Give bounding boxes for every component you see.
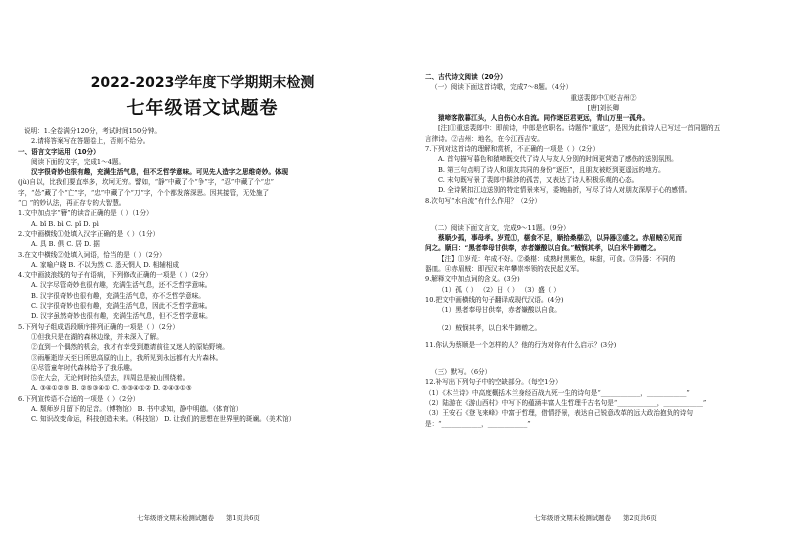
text-line: 一、语言文字运用（10分）: [18, 147, 100, 156]
text-line: A. 汉字尽管奇妙也很有趣，充满生活气息，还不乏哲学意味。: [31, 281, 212, 290]
text-line: A. 颓师岁月留下的足音。（博物馆） B. 书中求知，静中明德。（体育馆）: [31, 405, 243, 414]
text-line: ④尽管童年时代森林给予了我乐趣。: [31, 363, 137, 372]
text-line: 二、古代诗文阅读（20分）: [425, 73, 507, 81]
right-footer: [397, 513, 794, 522]
text-line: [425, 206, 782, 223]
text-line: ①但我只是在湖的森林边缘，并未深入了解。: [31, 332, 163, 341]
footer-name: 七年级语文期末检测试题卷: [137, 514, 214, 522]
text-line: 【注】①岁荒：年成不好。②桑椹：成熟时黑紫色，味甜，可食。③异器：不同的: [438, 254, 676, 263]
text-line: 器皿。④赤眉贼：即西汉末年攀崇率领的农民起义军。: [425, 265, 584, 274]
text-line: （3）王安石《登飞来峰》中富于哲理，借情抒景，表达自己锐意改革的远大政治抱负的诗句: [425, 409, 693, 418]
text-line: （1）孤（ ） （2）日（ ） （3）盛（ ）: [438, 285, 560, 294]
text-line: 重送裴郎中①贬吉州②: [570, 93, 637, 102]
text-line: “▢ ”的妙认法，再正存专的大智慧。: [18, 199, 126, 208]
text-line: A. ③④①②⑤ B. ②⑤③④① C. ⑤③④①② D. ②④③①⑤: [31, 384, 192, 393]
text-line: 汉字很奇妙也很有趣，充满生活气息，但不乏哲学意味。可见先人造字之思维奇妙。体现: [31, 168, 289, 177]
text-line: [425, 333, 782, 340]
exam-subtitle: 七年级语文试题卷: [126, 98, 279, 119]
text-line: 1.文中加点字“簪”的读音正确的是（ ）（1分）: [18, 209, 153, 218]
text-line: A. 家喻户晓 B. 不以为然 C. 悉天惘人 D. 相辅相成: [31, 260, 180, 269]
text-line: ②直到一个偶然的机会，我才有幸受到邀请前往又迷人的原始野境。: [31, 343, 229, 352]
text-line: （一）阅读下面这首诗歌，完成7～8题。（4分）: [431, 83, 573, 92]
text-line: 4.文中画波浪线的句子有语病，下列修改正确的一项是（ ）（2分）: [18, 271, 212, 280]
text-line: 猿啼客散暮江头，人自伤心水自流。同作逐臣君更远，青山万里一孤舟。: [438, 114, 649, 123]
text-line: （2）陆游在《游山西村》中写下的蕴涵丰富人生哲理千古名句是“____________，____________”: [425, 399, 707, 408]
text-line: D. 全诗紧扣江边送别的特定情景来写，委婉曲折，写尽了诗人对朋友深厚于心的感情。: [438, 186, 692, 195]
text-line: 字，“怂”藏了个“亡”字，“忠”中藏了个“刀”字，个个都发落深思。因其接管，无处施了: [18, 188, 270, 197]
exam-title: 2022-2023学年度下学期期末检测: [90, 75, 315, 91]
footer-name: 七年级语文期末检测试题卷: [534, 514, 611, 522]
text-line: （2）贼悯其孝，以白米牛蹄赠之。: [438, 323, 542, 332]
text-line: 10.把文中画横线的句子翻译成现代汉语。(4分): [425, 295, 564, 304]
text-line: 3.在文中横线②处填入词语，恰当的是（ ）（2分）: [18, 250, 166, 259]
text-line: 2.请将答案写在答题卷上，否则不给分。: [31, 137, 150, 146]
text-line: C. 知识改变命运，科技创造未来。（科技馆） D. 让我们的思想在世界里的斑斓。（美术馆）: [31, 415, 296, 424]
text-line: D. 汉字虽然奇妙也很有趣，充满生活气息，但不乏哲学意味。: [31, 312, 212, 321]
text-line: （1）黑者奉母甘供奉，赤者嫌酸以自食。: [438, 306, 561, 315]
text-line: 阅读下面的文字，完成1～4题。: [31, 157, 126, 166]
text-line: C. 汉字很奇妙也很有趣，充满生活气息，因此不乏哲学意味。: [31, 302, 212, 311]
text-line: 2.文中画横线①处填入汉字正确的是（ ）（1分）: [18, 229, 160, 238]
text-line: B. 汉字很奇妙也很有趣，充满生活气息，亦不乏哲学意味。: [31, 291, 205, 300]
text-line: 言律诗。②吉州：地名，在今江西吉安。: [425, 134, 544, 143]
text-line: 9.解释文中加点词的含义。(3分): [425, 275, 520, 284]
text-line: 12.补写出下列句子中的空缺部分。（每空1分）: [425, 378, 562, 387]
text-line: 7.下列对这首诗的理解和赏析，不正确的一项是（ ）（2分）: [425, 145, 600, 154]
text-line: ⑤在大会，无论何时抬头望去，四周总是被山围绕着。: [31, 374, 190, 383]
text-line: （1）《木兰诗》中高度概括木兰身经百战九死一生的诗句是“____________，____________”: [425, 388, 690, 397]
text-line: ③雨雁逝岸天至日所思高原的山上，我所见到永远都有大片森林。: [31, 353, 223, 362]
text-line: （二）阅读下面文言文，完成9～11题。（9分）: [431, 223, 570, 232]
right-text-column: [425, 72, 782, 429]
left-text-column: [18, 126, 387, 425]
text-line: [425, 316, 782, 323]
text-line: 11.你认为蔡顺是一个怎样的人？他的行为对你有什么启示？(3分): [425, 340, 617, 349]
left-footer: [0, 513, 397, 522]
text-line: C. 末句既写景了裴郎中跋涉的孤苦，又表达了诗人积极乐观的心态。: [438, 175, 639, 184]
text-line: 问之。顺曰：“黑者奉母甘供奉，赤者嫌酸以自食。”贼悯其孝，以白米牛蹄赠之。: [425, 244, 661, 253]
text-line: (jù)自以，比我们要直率多，坎坷无穷。譬如，“静”中藏了个“争”字，“忍”中藏了个“忠”: [18, 178, 274, 187]
text-line: （三）默写。（6分）: [431, 368, 492, 377]
text-line: [唐]刘长卿: [587, 103, 620, 112]
text-line: 6.下列宣传语不合适的一项是（ ）（2分）: [18, 394, 140, 403]
text-line: A. bǐ B. bì C. pǐ D. pì: [31, 219, 99, 228]
text-line: A. 具 B. 俱 C. 居 D. 据: [31, 240, 100, 249]
text-line: B. 第三句点明了诗人和朋友共同的身份“逐臣”，且朋友被贬到更遥远的地方。: [438, 165, 665, 174]
text-line: 蔡顺少孤，事母孝。岁荒①，椹食不足，顺拾桑椹②，以异器③盛之。赤眉贼④见而: [438, 234, 682, 243]
footer-page: 第1页共6页: [226, 514, 260, 522]
text-line: 是：“____________，____________”: [425, 419, 531, 428]
text-line: 说明：1.全卷满分120分，考试时间150分钟。: [24, 127, 161, 135]
footer-page: 第2页共6页: [623, 514, 657, 522]
text-line: [425, 350, 782, 367]
right-page: [397, 0, 794, 556]
text-line: A. 首句描写暮色和猿啼既交代了诗人与友人分别的时间更营造了感伤的送别氛围。: [438, 155, 678, 164]
text-line: 5.下列句子组成语段顺序排列正确的一项是（ ）（2分）: [18, 322, 179, 331]
text-line: 8.次句写“水自流”有什么作用？（2分）: [425, 196, 542, 205]
text-line: [注]①重送裴郎中：即前诗，中郎是官职名。诗题作“重送”，是因为此前诗人已写过一首同题的五: [438, 124, 721, 133]
